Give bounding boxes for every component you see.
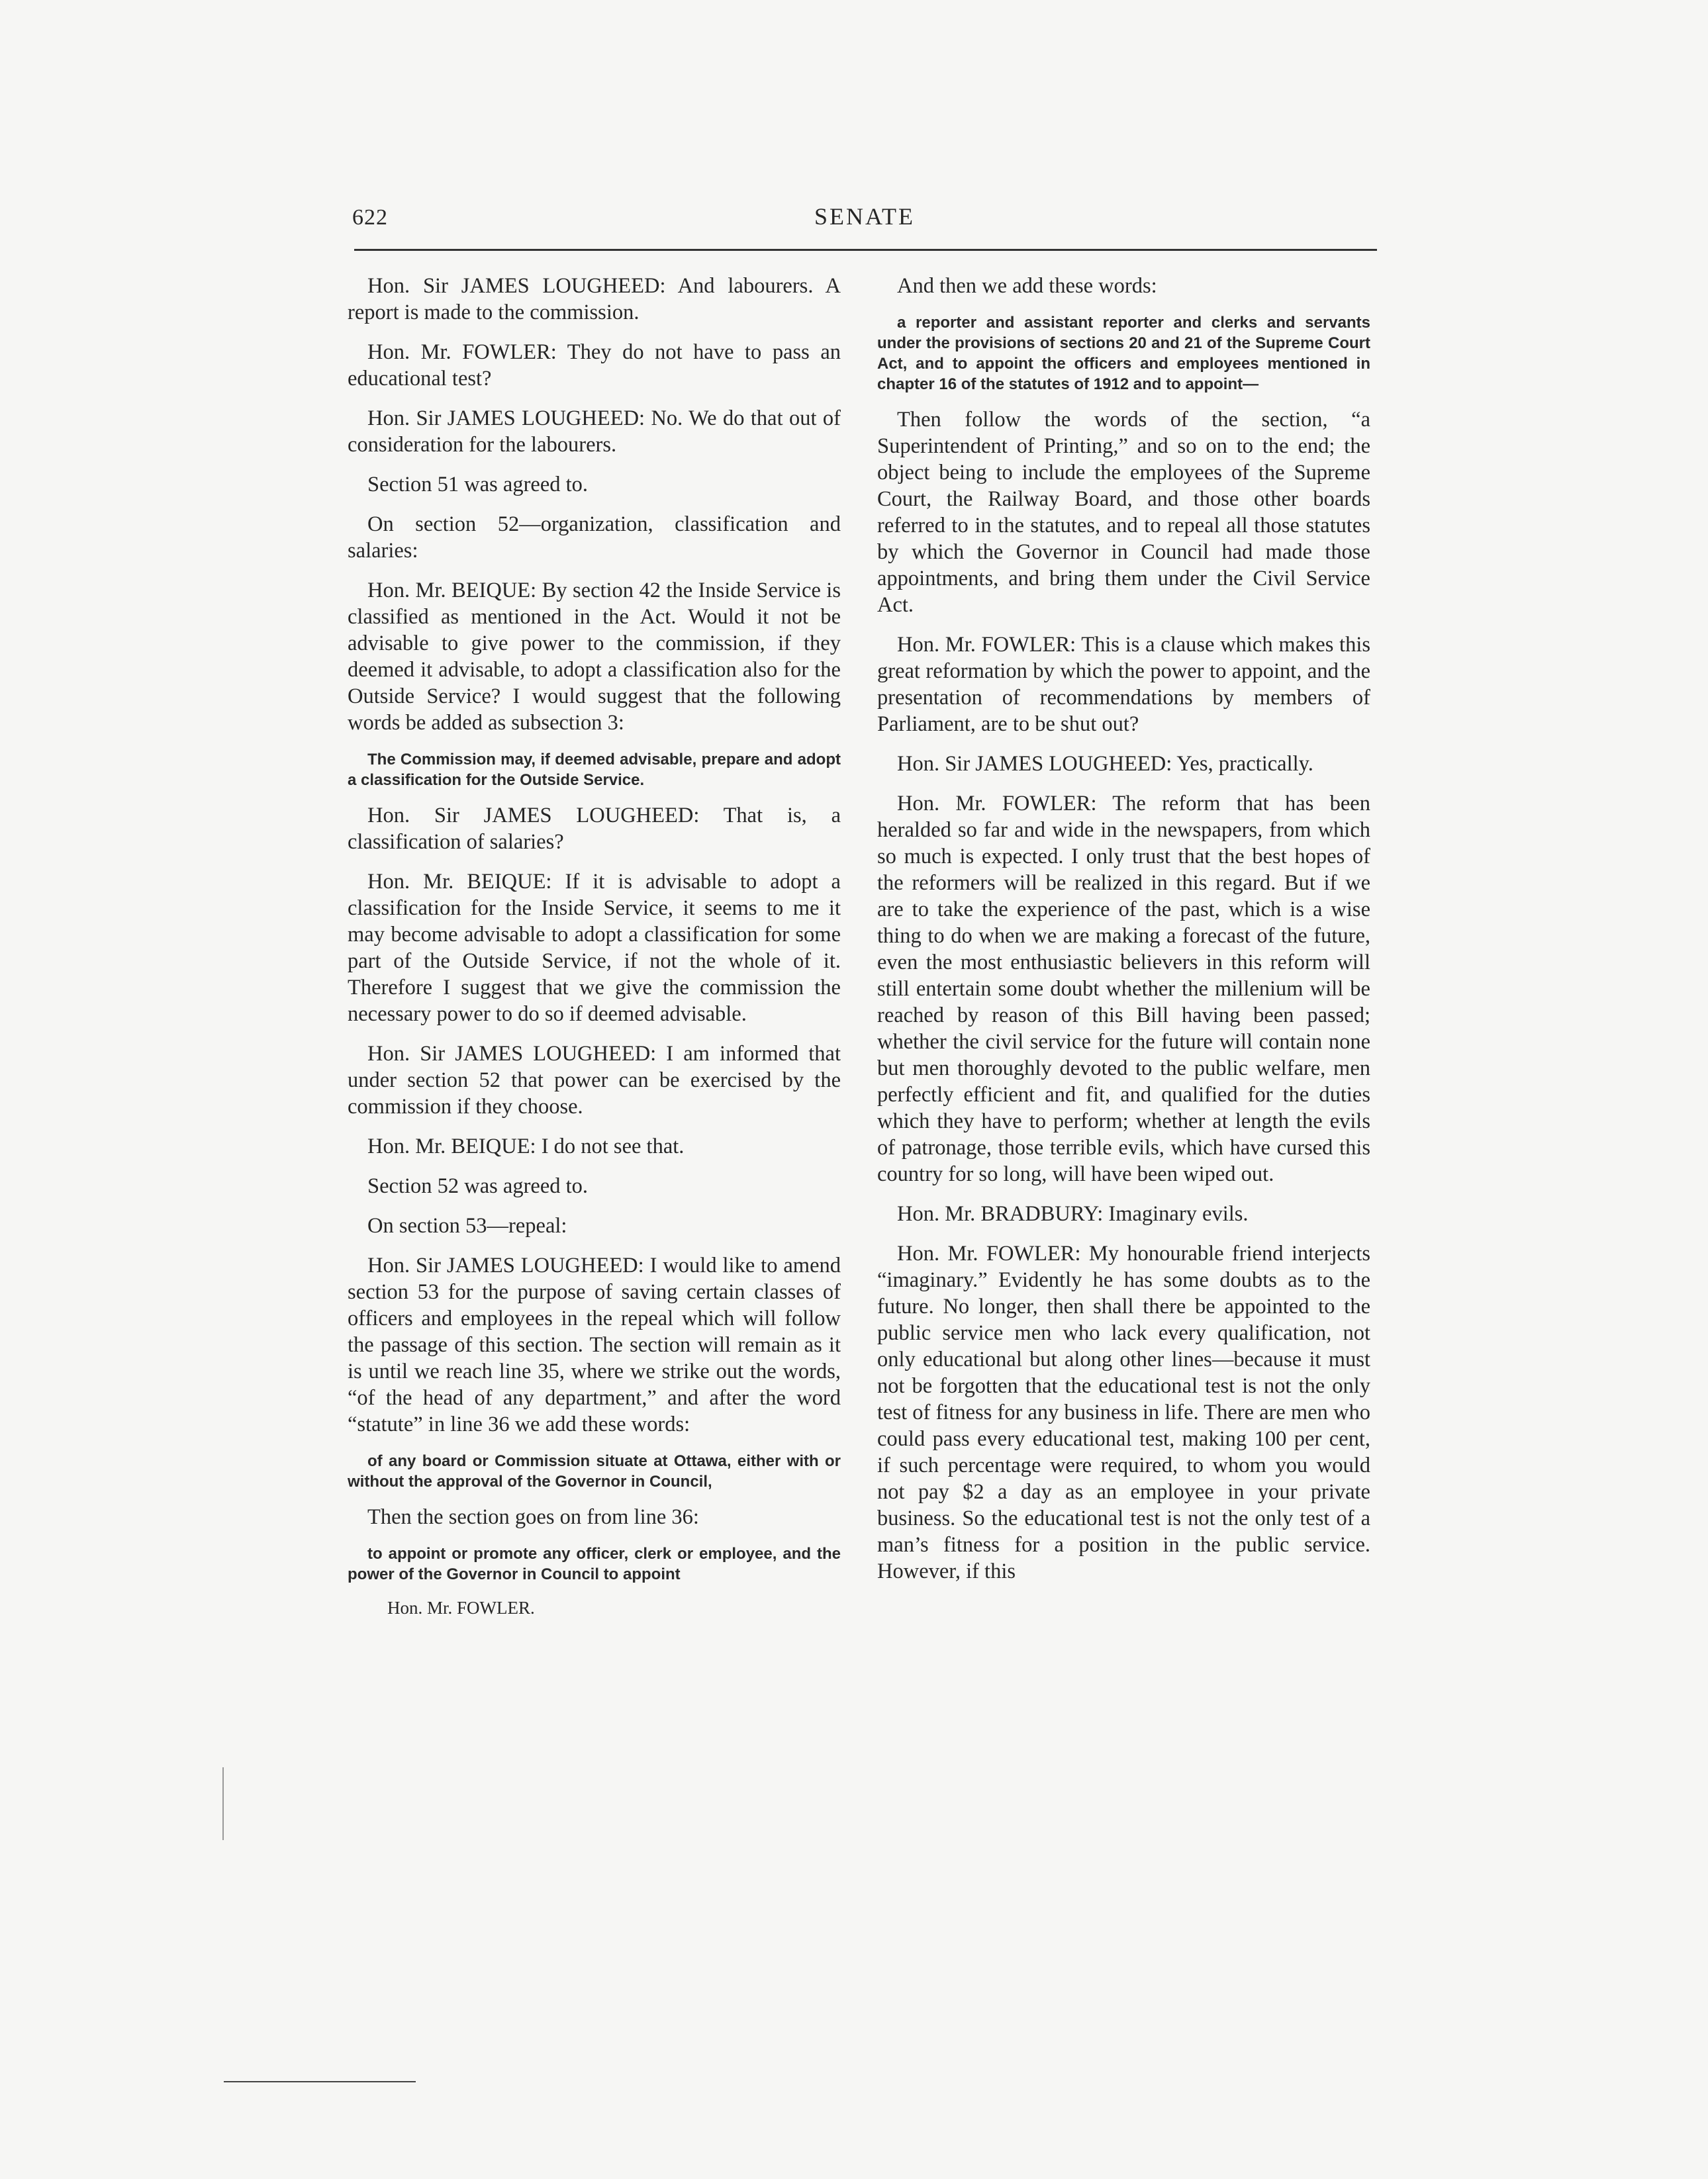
page-number: 622 [352, 205, 388, 230]
quoted-text: of any board or Commission situate at Ottawa, either with or without the approval of the Governor in Council, [348, 1452, 841, 1491]
paragraph: Hon. Mr. FOWLER: The reform that has been heralded so far and wide in the newspapers, from which so much is expected. I only trust that the best hopes of the reformers will be realized in this regard. But if we are to take the experience of the past, which is a wise thing to do when we are making a forecast of the future, even the most enthusiastic believers in this reform will still entertain some doubt whether the millenium will be reached by reason of this Bill having been passed; whether the civil service for the future will contain none but men thoroughly devoted to the public welfare, men perfectly efficient and fit, and qualified for the duties which they have to perform; whether at length the evils of patronage, those terrible evils, which have cursed this country for so long, will have been wiped out. [877, 792, 1370, 1186]
paragraph: Hon. Mr. BRADBURY: Imaginary evils. [897, 1202, 1249, 1226]
margin-mark [222, 1767, 224, 1840]
quoted-text: a reporter and assistant reporter and clerks and servants under the provisions of sections 20 and 21 of the Supreme Court Act, and to appoint the officers and employees mentioned in chapter 16 of the statutes of 1912 and to appoint— [877, 314, 1370, 393]
paragraph: Hon. Mr. BEIQUE: If it is advisable to adopt a classification for the Inside Service, it seems to me it may become advisable to adopt a classification for some part of the Outside Service, if not the whole of it. Therefore I suggest that we give the commission the necessary power to do so if deemed advisable. [348, 870, 841, 1026]
paragraph: On section 53—repeal: [367, 1214, 567, 1238]
paragraph: Hon. Mr. FOWLER: This is a clause which makes this great reformation by which the power to appoint, and the presentation of recommendations by members of Parliament, are to be shut out? [877, 633, 1370, 736]
paragraph: Hon. Mr. FOWLER: My honourable friend interjects “imaginary.” Evidently he has some doubts as to the future. No longer, then shall there be appointed to the public service men who lack every qualification, not only educational but along other lines—because it must not be forgotten that the educational test is not the only test of fitness for any business in life. There are men who could pass every educational test, making 100 per cent, if such percentage were required, to whom you would not pay $2 a day as an employee in your private business. So the educational test is not the only test of a man’s fitness for a position in the public service. However, if this [877, 1242, 1370, 1583]
running-head: SENATE [814, 203, 915, 230]
quoted-text: The Commission may, if deemed advisable, prepare and adopt a classification for the Outside Service. [348, 751, 841, 789]
paragraph: Hon. Mr. FOWLER: They do not have to pass an educational test? [348, 340, 841, 391]
quoted-text: to appoint or promote any officer, clerk or employee, and the power of the Governor in Council to appoint [348, 1545, 841, 1583]
paragraph: Section 51 was agreed to. [367, 473, 589, 496]
paragraph: Section 52 was agreed to. [367, 1174, 589, 1198]
paragraph: Hon. Sir JAMES LOUGHEED: I am informed that under section 52 that power can be exercised by the commission if they choose. [348, 1042, 841, 1119]
paragraph: Hon. Sir JAMES LOUGHEED: And labourers. A report is made to the commission. [348, 274, 841, 324]
page-header [352, 203, 1377, 250]
paragraph: And then we add these words: [897, 274, 1157, 298]
paragraph: Then follow the words of the section, “a Superintendent of Printing,” and so on to the end; the object being to include the employees of the Supreme Court, the Railway Board, and those other boards referred to in the statutes, and to repeal all those statutes by which the Governor in Council had made those appointments, and bring them under the Civil Service Act. [877, 408, 1370, 617]
paragraph: Hon. Mr. BEIQUE: I do not see that. [367, 1135, 685, 1158]
paragraph: Hon. Sir JAMES LOUGHEED: Yes, practically. [897, 752, 1313, 776]
header-rule [354, 249, 1377, 251]
paragraph: Then the section goes on from line 36: [367, 1505, 699, 1529]
paragraph: Hon. Sir JAMES LOUGHEED: I would like to amend section 53 for the purpose of saving certain classes of officers and employees in the repeal which will follow the passage of this section. The section will remain as it is until we reach line 35, where we strike out the words, “of the head of any department,” and after the word “statute” in line 36 we add these words: [348, 1254, 841, 1436]
left-column [348, 273, 841, 1619]
paragraph: Hon. Sir JAMES LOUGHEED: That is, a classification of salaries? [348, 804, 841, 854]
paragraph: Hon. Sir JAMES LOUGHEED: No. We do that out of consideration for the labourers. [348, 406, 841, 457]
paragraph: On section 52—organization, classification and salaries: [348, 512, 841, 563]
footer-rule [224, 2081, 416, 2082]
paragraph: Hon. Mr. BEIQUE: By section 42 the Inside Service is classified as mentioned in the Act. Would it not be advisable to give power to the commission, if they deemed it advisable, to adopt a classification also for the Outside Service? I would suggest that the following words be added as subsection 3: [348, 579, 841, 735]
catchword: Hon. Mr. FOWLER. [387, 1598, 535, 1618]
right-column [877, 273, 1370, 1598]
